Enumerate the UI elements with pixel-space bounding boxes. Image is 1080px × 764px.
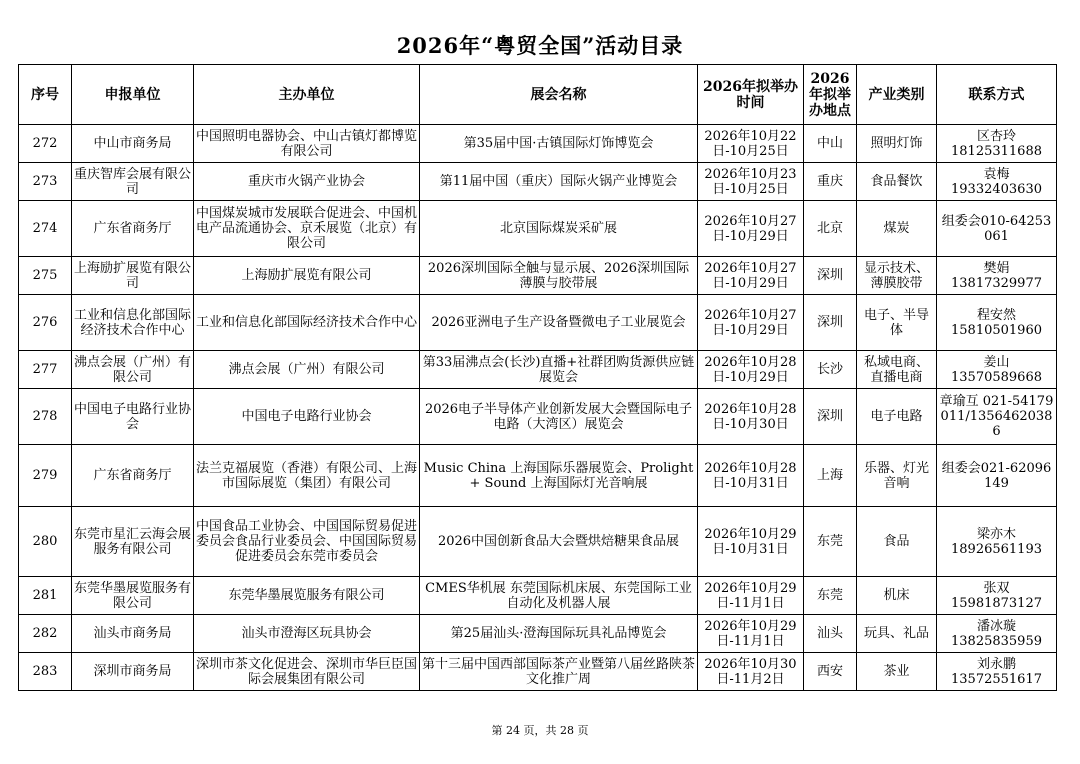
cell-organizer: 沸点会展（广州）有限公司 [194,351,420,389]
cell-applicant: 东莞华墨展览服务有限公司 [72,577,194,615]
cell-location: 北京 [804,201,857,257]
cell-industry: 茶业 [857,653,937,691]
cell-organizer: 上海励扩展览有限公司 [194,257,420,295]
table-row [19,507,1057,577]
cell-applicant: 广东省商务厅 [72,445,194,507]
cell-applicant: 上海励扩展览有限公司 [72,257,194,295]
cell-organizer: 法兰克福展览（香港）有限公司、上海市国际展览（集团）有限公司 [194,445,420,507]
cell-organizer: 汕头市澄海区玩具协会 [194,615,420,653]
cell-location: 西安 [804,653,857,691]
header-exhibition-name: 展会名称 [420,65,698,125]
cell-location: 长沙 [804,351,857,389]
cell-index: 276 [19,295,72,351]
cell-exhibition-name: 第十三届中国西部国际茶产业暨第八届丝路陕茶文化推广周 [420,653,698,691]
cell-applicant: 东莞市星汇云海会展服务有限公司 [72,507,194,577]
header-organizer: 主办单位 [194,65,420,125]
cell-organizer: 中国煤炭城市发展联合促进会、中国机电产品流通协会、京禾展览（北京）有限公司 [194,201,420,257]
cell-exhibition-name: Music China 上海国际乐器展览会、Prolight + Sound 上海国际灯光音响展 [420,445,698,507]
cell-contact: 姜山 13570589668 [937,351,1057,389]
cell-time: 2026年10月29日-11月1日 [698,577,804,615]
cell-index: 277 [19,351,72,389]
cell-index: 283 [19,653,72,691]
cell-location: 东莞 [804,577,857,615]
cell-contact: 袁梅 19332403630 [937,163,1057,201]
header-contact: 联系方式 [937,65,1057,125]
cell-location: 东莞 [804,507,857,577]
header-location: 2026年拟举办地点 [804,65,857,125]
cell-location: 中山 [804,125,857,163]
header-index: 序号 [19,65,72,125]
header-time: 2026年拟举办时间 [698,65,804,125]
cell-applicant: 重庆智库会展有限公司 [72,163,194,201]
table-row [19,201,1057,257]
cell-organizer: 东莞华墨展览服务有限公司 [194,577,420,615]
cell-location: 深圳 [804,295,857,351]
cell-contact: 刘永鹏 13572551617 [937,653,1057,691]
cell-organizer: 深圳市茶文化促进会、深圳市华巨臣国际会展集团有限公司 [194,653,420,691]
cell-index: 272 [19,125,72,163]
page-number: 第 24 页，共 28 页 [491,724,589,737]
cell-contact: 张双 15981873127 [937,577,1057,615]
cell-index: 282 [19,615,72,653]
cell-time: 2026年10月30日-11月2日 [698,653,804,691]
cell-contact: 组委会010-64253061 [937,201,1057,257]
cell-organizer: 中国照明电器协会、中山古镇灯都博览有限公司 [194,125,420,163]
cell-time: 2026年10月22日-10月25日 [698,125,804,163]
cell-industry: 乐器、灯光音响 [857,445,937,507]
cell-exhibition-name: 第25届汕头·澄海国际玩具礼品博览会 [420,615,698,653]
header-applicant: 申报单位 [72,65,194,125]
table-row [19,295,1057,351]
cell-organizer: 中国食品工业协会、中国国际贸易促进委员会食品行业委员会、中国国际贸易促进委员会东莞市委员会 [194,507,420,577]
table-row [19,615,1057,653]
page-title: 2026年“粤贸全国”活动目录 [396,33,684,58]
cell-time: 2026年10月28日-10月31日 [698,445,804,507]
cell-organizer: 工业和信息化部国际经济技术合作中心 [194,295,420,351]
cell-industry: 显示技术、薄膜胶带 [857,257,937,295]
table-row [19,125,1057,163]
cell-industry: 机床 [857,577,937,615]
cell-index: 281 [19,577,72,615]
cell-time: 2026年10月28日-10月29日 [698,351,804,389]
cell-location: 重庆 [804,163,857,201]
cell-organizer: 重庆市火锅产业协会 [194,163,420,201]
table-row [19,445,1057,507]
cell-applicant: 广东省商务厅 [72,201,194,257]
cell-time: 2026年10月29日-10月31日 [698,507,804,577]
cell-contact: 潘冰璇 13825835959 [937,615,1057,653]
cell-index: 280 [19,507,72,577]
cell-exhibition-name: 2026中国创新食品大会暨烘焙糖果食品展 [420,507,698,577]
cell-applicant: 深圳市商务局 [72,653,194,691]
cell-applicant: 中山市商务局 [72,125,194,163]
cell-time: 2026年10月27日-10月29日 [698,257,804,295]
event-table [18,64,1057,691]
table-row [19,257,1057,295]
cell-exhibition-name: 第33届沸点会(长沙)直播+社群团购货源供应链展览会 [420,351,698,389]
table-row [19,389,1057,445]
cell-exhibition-name: 北京国际煤炭采矿展 [420,201,698,257]
cell-industry: 电子电路 [857,389,937,445]
cell-contact: 区杏玲 18125311688 [937,125,1057,163]
cell-location: 汕头 [804,615,857,653]
cell-industry: 食品 [857,507,937,577]
cell-index: 275 [19,257,72,295]
cell-location: 上海 [804,445,857,507]
table-header-row [19,65,1057,125]
cell-industry: 玩具、礼品 [857,615,937,653]
header-industry: 产业类别 [857,65,937,125]
cell-industry: 电子、半导体 [857,295,937,351]
table-row [19,351,1057,389]
cell-applicant: 沸点会展（广州）有限公司 [72,351,194,389]
cell-exhibition-name: 2026深圳国际全触与显示展、2026深圳国际薄膜与胶带展 [420,257,698,295]
cell-exhibition-name: CMES华机展 东莞国际机床展、东莞国际工业自动化及机器人展 [420,577,698,615]
cell-index: 273 [19,163,72,201]
table-row [19,577,1057,615]
cell-location: 深圳 [804,257,857,295]
cell-exhibition-name: 2026电子半导体产业创新发展大会暨国际电子电路（大湾区）展览会 [420,389,698,445]
cell-exhibition-name: 2026亚洲电子生产设备暨微电子工业展览会 [420,295,698,351]
cell-industry: 私域电商、直播电商 [857,351,937,389]
cell-time: 2026年10月27日-10月29日 [698,295,804,351]
cell-time: 2026年10月28日-10月30日 [698,389,804,445]
cell-contact: 程安然 15810501960 [937,295,1057,351]
cell-contact: 樊娟 13817329977 [937,257,1057,295]
cell-industry: 食品餐饮 [857,163,937,201]
cell-exhibition-name: 第35届中国·古镇国际灯饰博览会 [420,125,698,163]
cell-location: 深圳 [804,389,857,445]
cell-index: 278 [19,389,72,445]
cell-index: 274 [19,201,72,257]
table-row [19,163,1057,201]
cell-contact: 组委会021-62096149 [937,445,1057,507]
cell-applicant: 工业和信息化部国际经济技术合作中心 [72,295,194,351]
cell-exhibition-name: 第11届中国（重庆）国际火锅产业博览会 [420,163,698,201]
cell-applicant: 中国电子电路行业协会 [72,389,194,445]
cell-industry: 煤炭 [857,201,937,257]
cell-applicant: 汕头市商务局 [72,615,194,653]
cell-time: 2026年10月29日-11月1日 [698,615,804,653]
cell-organizer: 中国电子电路行业协会 [194,389,420,445]
cell-time: 2026年10月23日-10月25日 [698,163,804,201]
cell-industry: 照明灯饰 [857,125,937,163]
cell-index: 279 [19,445,72,507]
cell-time: 2026年10月27日-10月29日 [698,201,804,257]
cell-contact: 梁亦木 18926561193 [937,507,1057,577]
table-row [19,653,1057,691]
cell-contact: 章瑜互 021-54179011/13564620386 [937,389,1057,445]
